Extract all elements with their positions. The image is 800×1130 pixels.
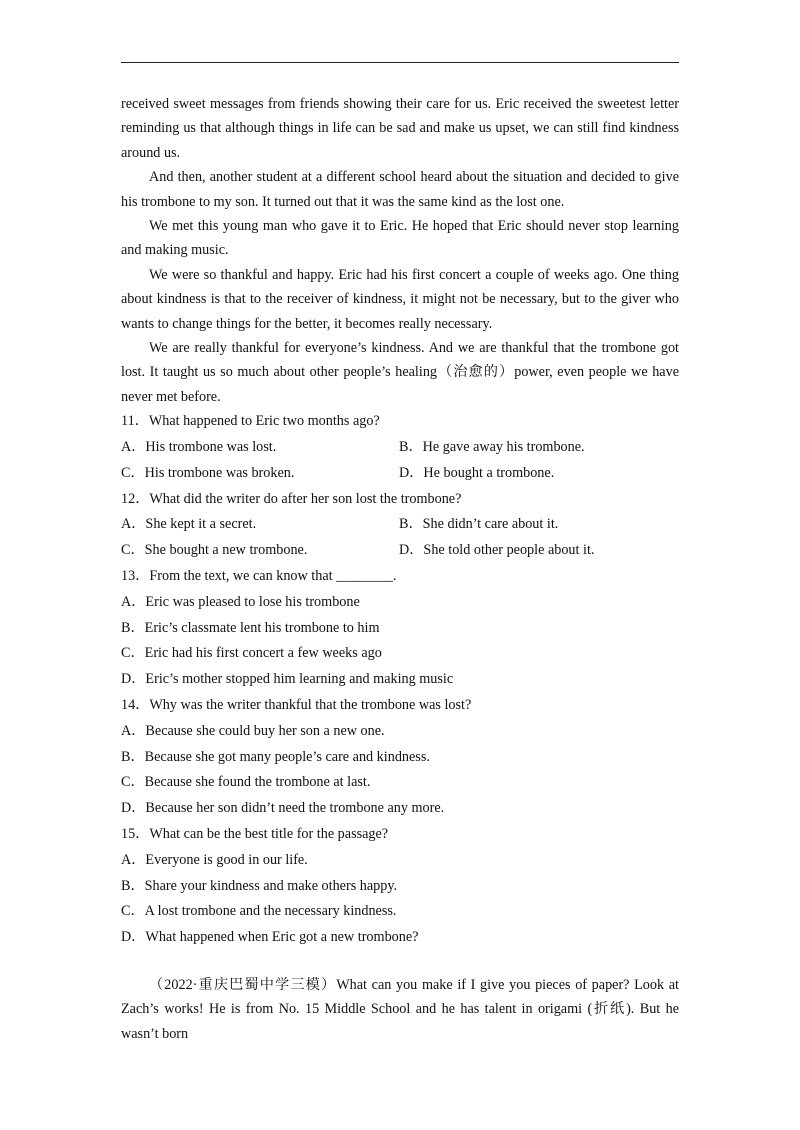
passage-paragraph-4: We were so thankful and happy. Eric had his first concert a couple of weeks ago. One thing about kindness is that to the receiver of kindness, it might not be necessary, but to the giver who wants to change things for the better, it becomes really necessary. — [121, 266, 679, 332]
question-14-stem: 14．Why was the writer thankful that the trombone was lost? — [121, 697, 472, 714]
question-14-option-c: C．Because she found the trombone at last. — [121, 774, 371, 791]
question-12-options-row-1 — [121, 512, 679, 538]
next-passage-paragraph: （2022·重庆巴蜀中学三模）What can you make if I give you pieces of paper? Look at Zach’s works! He is from No. 15 Middle School and he has talent in origami (折纸). But he wasn’t born — [121, 977, 679, 1042]
question-11-option-d: D．He bought a trombone. — [399, 464, 555, 481]
document-page — [121, 92, 679, 1046]
question-12-option-b: B．She didn’t care about it. — [399, 516, 559, 533]
question-12-option-c: C．She bought a new trombone. — [121, 542, 308, 559]
passage-paragraph-2: And then, another student at a different school heard about the situation and decided to give his trombone to my son. It turned out that it was the same kind as the lost one. — [121, 169, 679, 210]
question-11-option-c: C．His trombone was broken. — [121, 464, 295, 481]
question-15-option-c: C．A lost trombone and the necessary kindness. — [121, 903, 397, 920]
passage-paragraph-3: We met this young man who gave it to Eric. He hoped that Eric should never stop learning and making music. — [121, 218, 679, 259]
question-15-option-d: D．What happened when Eric got a new trombone? — [121, 929, 419, 946]
question-13-option-c: C．Eric had his first concert a few weeks ago — [121, 645, 382, 662]
question-15-stem: 15．What can be the best title for the passage? — [121, 826, 389, 843]
question-13-stem: 13．From the text, we can know that ________. — [121, 568, 397, 585]
question-12-stem: 12．What did the writer do after her son lost the trombone? — [121, 490, 462, 507]
question-14-option-b: B．Because she got many people’s care and kindness. — [121, 748, 430, 765]
question-11-option-b: B．He gave away his trombone. — [399, 439, 585, 456]
question-11-options-row-2 — [121, 461, 679, 487]
question-12-option-d: D．She told other people about it. — [399, 542, 595, 559]
question-12-option-a: A．She kept it a secret. — [121, 516, 257, 533]
question-11-option-a: A．His trombone was lost. — [121, 439, 277, 456]
passage-paragraph-1: received sweet messages from friends showing their care for us. Eric received the sweetest letter reminding us that although things in life can be sad and make us upset, we can still find kindness around us. — [121, 96, 679, 161]
question-15-option-b: B．Share your kindness and make others happy. — [121, 877, 398, 894]
section-gap — [121, 951, 679, 973]
passage-paragraph-5: We are really thankful for everyone’s kindness. And we are thankful that the trombone got lost. It taught us so much about other people’s healing（治愈的）power, even people we have never met before. — [121, 340, 679, 405]
header-rule — [121, 62, 679, 63]
question-13-option-d: D．Eric’s mother stopped him learning and making music — [121, 671, 454, 688]
question-11-options-row-1 — [121, 435, 679, 461]
question-13-option-a: A．Eric was pleased to lose his trombone — [121, 593, 360, 610]
question-12-options-row-2 — [121, 538, 679, 564]
question-14-option-a: A．Because she could buy her son a new one. — [121, 722, 385, 739]
question-14-option-d: D．Because her son didn’t need the trombone any more. — [121, 800, 445, 817]
question-15-option-a: A．Everyone is good in our life. — [121, 851, 308, 868]
question-11-stem: 11．What happened to Eric two months ago? — [121, 413, 380, 430]
question-13-option-b: B．Eric’s classmate lent his trombone to him — [121, 619, 380, 636]
